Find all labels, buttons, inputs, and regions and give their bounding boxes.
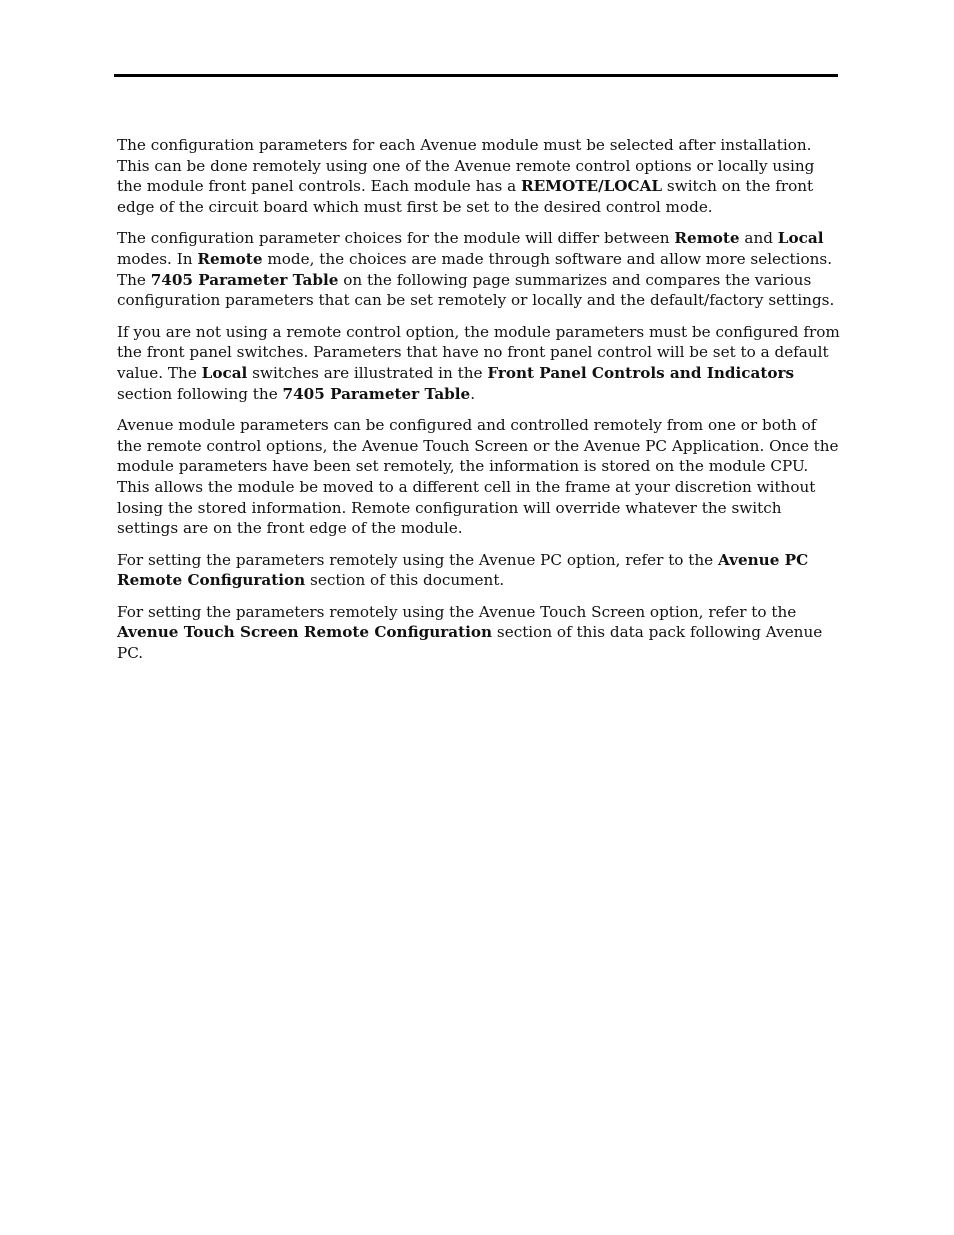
- text-segment: switch on the front edge of the circuit board which must first be set to the desired control mode.: [117, 177, 814, 217]
- text-segment: section of this document.: [305, 571, 505, 590]
- text-segment: For setting the parameters remotely using the Avenue PC option, refer to the: [117, 550, 718, 569]
- bold-term-remote: Remote: [197, 250, 263, 269]
- bold-term-local: Local: [777, 229, 824, 248]
- paragraph-front-panel-switches: [117, 322, 841, 405]
- bold-term-parameter-table: 7405 Parameter Table: [282, 384, 471, 403]
- text-segment: switches are illustrated in the: [247, 364, 488, 383]
- paragraph-remote-vs-local: [117, 228, 841, 311]
- paragraph-touch-screen: [117, 602, 841, 664]
- bold-term-local: Local: [201, 364, 248, 383]
- text-segment: The configuration parameter choices for the module will differ between: [117, 229, 675, 248]
- paragraph-avenue-pc: [117, 550, 841, 591]
- text-segment: If you are not using a remote control option, the module parameters must be configured from the front panel switches. Parameters that have no front panel control will be set to a default value. The: [117, 322, 840, 383]
- bold-term-avenue-pc-remote-configuration: Avenue PC Remote Configuration: [117, 550, 809, 590]
- bold-term-remote-local: REMOTE/LOCAL: [520, 177, 663, 196]
- header-rule: [114, 74, 838, 77]
- text-segment: on the following page summarizes and compares the various configuration parameters that can be set remotely or locally and the default/factory settings.: [117, 270, 835, 310]
- paragraph-remote-control: [117, 415, 841, 539]
- text-segment: section of this data pack following Avenue PC.: [117, 623, 823, 662]
- bold-term-touch-screen-remote-configuration: Avenue Touch Screen Remote Configuration: [117, 623, 493, 642]
- bold-term-remote: Remote: [674, 229, 740, 248]
- bold-term-parameter-table: 7405 Parameter Table: [150, 270, 339, 289]
- text-segment: .: [470, 384, 476, 403]
- text-segment: and: [739, 229, 778, 248]
- text-segment: For setting the parameters remotely using the Avenue Touch Screen option, refer to the: [117, 602, 797, 621]
- text-segment: modes. In: [117, 250, 198, 269]
- text-segment: mode, the choices are made through software and allow more selections. The: [117, 250, 833, 289]
- bold-term-front-panel-controls: Front Panel Controls and Indicators: [487, 364, 795, 383]
- paragraph-configuration-intro: [117, 135, 841, 218]
- text-segment: The configuration parameters for each Avenue module must be selected after installation. This can be done remotely using one of the Avenue remote control options or locally using the module front panel controls. Each module has a: [117, 136, 815, 196]
- text-segment: Avenue module parameters can be configured and controlled remotely from one or both of the remote control options, the Avenue Touch Screen or the Avenue PC Application. Once the module parameters have been set remotely, the information is stored on the module CPU. This allows the module be moved to a different cell in the frame at your discretion without losing the stored information. Remote configuration will override whatever the switch settings are on the front edge of the module.: [117, 415, 839, 538]
- document-body: [117, 135, 841, 674]
- text-segment: section following the: [117, 384, 283, 403]
